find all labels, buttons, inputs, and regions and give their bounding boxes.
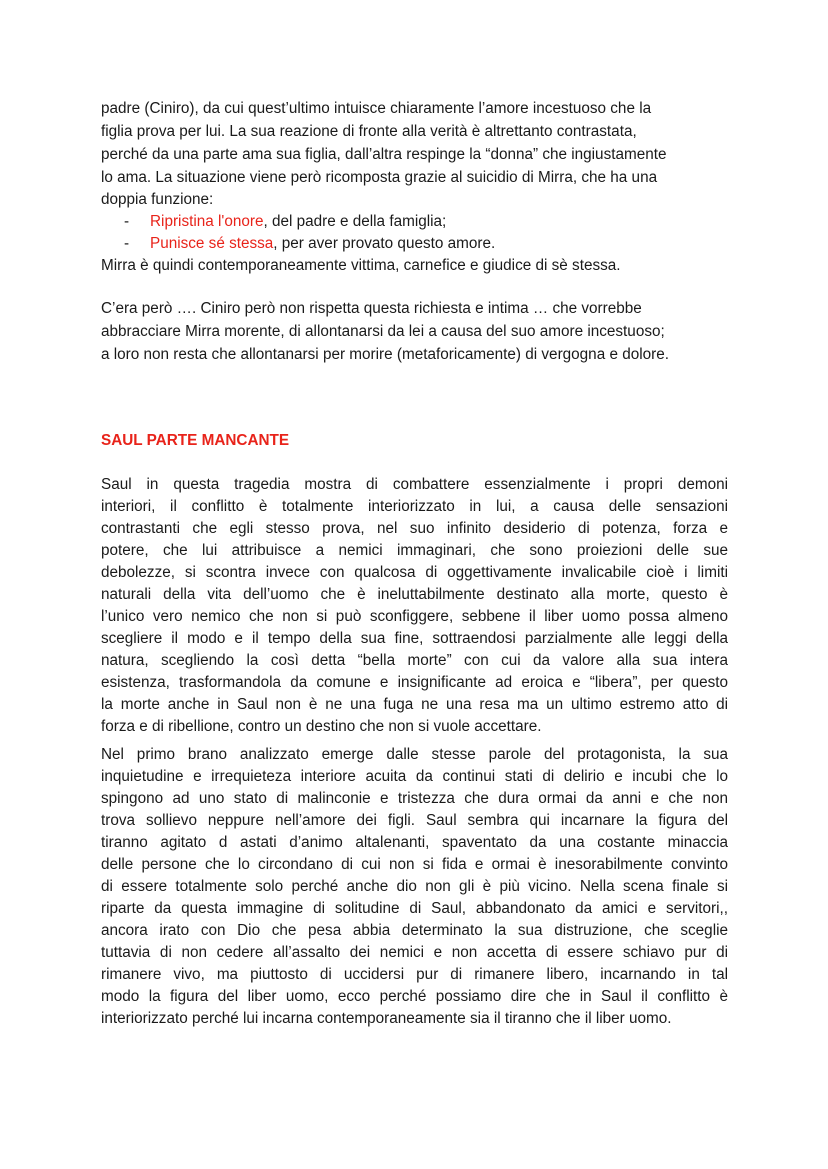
para-line: interiorizzato perché lui incarna contemporaneamente sia il tiranno che il liber uomo. [101,1010,672,1027]
para-line: ancora irato con Dio che pesa abbia determinato la sua distruzione, che sceglie [101,922,728,939]
intro-line: lo ama. La situazione viene però ricomposta grazie al suicidio di Mirra, che ha una [101,169,658,186]
para-line: Saul in questa tragedia mostra di combattere essenzialmente i propri demoni [101,476,728,493]
para-line: la morte anche in Saul non è ne una fuga ne una resa ma un ultimo estremo atto di [101,696,728,713]
para-line: inquietudine e irrequieteza interiore acuita da continui stati di delirio e incubi che lo [101,768,728,785]
bullet-text [150,233,495,255]
para-line: Nel primo brano analizzato emerge dalle stesse parole del protagonista, la sua [101,746,728,763]
bullet-dash: - [124,235,130,252]
para-line: spingono ad uno stato di malinconie e tristezza che dura ormai da anni e che non [101,790,728,807]
para-line: scegliere il modo e il tempo della sua fine, sottraendosi parzialmente alle leggi della [101,630,728,647]
section-heading: SAUL PARTE MANCANTE [101,432,290,449]
para-line: trova sollievo neppure nell’amore dei figli. Saul sembra qui incarnare la figura del [101,812,728,829]
para-line: delle persone che lo circondano di cui non si fida e ormai è inesorabilmente convinto [101,856,728,873]
para-line: tuttavia di non cedere all’assalto dei nemici e non accetta di essere schiavo pur di [101,944,728,961]
para-line: l’unico vero nemico che non si può sconfiggere, sebbene il liber uomo possa almeno [101,608,728,625]
para-line: interiori, il conflitto è totalmente interiorizzato in lui, a causa delle sensazioni [101,498,728,515]
para-line: debolezze, si scontra invece con qualcosa di oggettivamente invalicabile cioè i limiti [101,564,728,581]
para-line: esistenza, trasformandola da comune e insignificante ad eroica e “libera”, per questo [101,674,728,691]
para-line: modo la figura del liber uomo, ecco perché possiamo dire che in Saul il conflitto è [101,988,728,1005]
bullet-highlight: Ripristina l'onore [150,213,264,230]
intro-line: perché da una parte ama sua figlia, dall’altra respinge la “donna” che ingiustamente [101,146,667,163]
para-line: tiranno agitato d astati d’animo altalenanti, spaventato da una costante minaccia [101,834,728,851]
cera-line: C’era però …. Ciniro però non rispetta questa richiesta e intima … che vorrebbe [101,300,642,317]
intro-line: figlia prova per lui. La sua reazione di fronte alla verità è altrettanto contrastata, [101,123,637,140]
intro-line: doppia funzione: [101,191,214,208]
bullet-dash: - [124,213,130,230]
para-line: contrastanti che egli stesso prova, nel suo infinito desiderio di potenza, forza e [101,520,728,537]
para-line: natura, scegliendo la così detta “bella morte” con cui da valore alla sua intera [101,652,728,669]
para-line: riparte da questa immagine di solitudine di Saul, abbandonato da amici e servitori,, [101,900,728,917]
bullet-text [150,211,446,233]
para-line: di essere totalmente solo perché anche dio non gli è più vicino. Nella scena finale si [101,878,728,895]
mirra-conclusion: Mirra è quindi contemporaneamente vittima, carnefice e giudice di sè stessa. [101,257,621,274]
para-line: rimanere vivo, ma piuttosto di uccidersi pur di rimanere libero, incarnando in tal [101,966,728,983]
para-line: naturali della vita dell’uomo che è ineluttabilmente destinato alla morte, questo è [101,586,728,603]
bullet-rest: , del padre e della famiglia; [263,213,447,230]
para-line: potere, che lui attribuisce a nemici immaginari, che sono proiezioni delle sue [101,542,728,559]
intro-line: padre (Ciniro), da cui quest’ultimo intuisce chiaramente l’amore incestuoso che la [101,100,652,117]
cera-line: abbracciare Mirra morente, di allontanarsi da lei a causa del suo amore incestuoso; [101,323,665,340]
cera-line: a loro non resta che allontanarsi per morire (metaforicamente) di vergogna e dolore. [101,346,669,363]
bullet-rest: , per aver provato questo amore. [273,235,496,252]
bullet-highlight: Punisce sé stessa [150,235,274,252]
para-line: forza e di ribellione, contro un destino che non si vuole accettare. [101,718,542,735]
